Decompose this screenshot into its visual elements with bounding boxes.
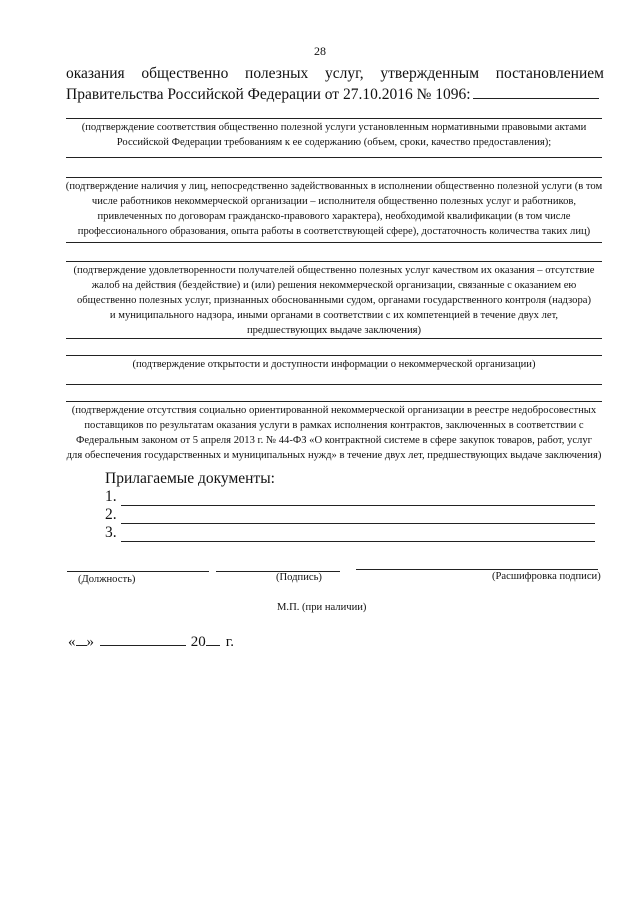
fill-line[interactable] xyxy=(66,261,602,262)
fill-line[interactable] xyxy=(66,338,602,339)
month-field[interactable] xyxy=(100,633,186,646)
signature-label: (Подпись) xyxy=(276,572,322,583)
year-prefix: 20 xyxy=(190,634,206,650)
caption-line: (подтверждение соответствия общественно полезной услуги установленным нормативными правовыми актами xyxy=(81,122,587,133)
intro-word: общественно xyxy=(141,65,229,82)
caption-line: для обеспечения государственных и муниципальных нужд» в течение двух лет, предшествующих выдаче заключения) xyxy=(66,450,602,461)
intro-line-2 xyxy=(66,84,599,104)
stamp-label: М.П. (при наличии) xyxy=(277,602,367,613)
date-field xyxy=(68,633,234,651)
intro-word: оказания xyxy=(66,65,125,82)
caption-information-openness xyxy=(62,357,606,372)
intro-word: утвержденным xyxy=(380,65,479,82)
intro-word: постановлением xyxy=(495,65,604,82)
attachment-number: 3. xyxy=(105,524,117,541)
fill-line[interactable] xyxy=(66,384,602,385)
decoding-label: (Расшифровка подписи) xyxy=(492,571,601,582)
intro-word: полезных xyxy=(245,65,309,82)
fill-line[interactable] xyxy=(66,177,602,178)
date-close-quote: » xyxy=(86,634,94,650)
caption-registry-absence xyxy=(62,403,606,463)
caption-line: (подтверждение наличия у лиц, непосредственно задействованных в исполнении общественно полезной услуги (в том xyxy=(65,181,603,192)
fill-line[interactable] xyxy=(66,355,602,356)
attachments-heading: Прилагаемые документы: xyxy=(105,470,275,487)
caption-line: поставщиков по результатам оказания услуги в рамках исполнения контрактов, заключенных в соответствии с xyxy=(84,420,584,431)
fill-line[interactable] xyxy=(66,157,602,158)
date-open-quote: « xyxy=(68,634,76,650)
intro-line-1 xyxy=(66,65,604,83)
attachment-field[interactable] xyxy=(121,510,595,524)
intro-word: услуг, xyxy=(325,65,364,82)
caption-line: (подтверждение открытости и доступности информации о некоммерческой организации) xyxy=(132,359,536,370)
fill-line[interactable] xyxy=(66,118,602,119)
attachment-field[interactable] xyxy=(121,492,595,506)
attachment-number: 2. xyxy=(105,506,117,523)
decoding-line[interactable] xyxy=(356,569,598,570)
fill-line[interactable] xyxy=(66,242,602,243)
caption-line: (подтверждение отсутствия социально ориентированной некоммерческой организации в реестре недобросовестных xyxy=(71,405,597,416)
caption-line: (подтверждение удовлетворенности получателей общественно полезных услуг качеством их оказания – отсутствие xyxy=(73,265,595,276)
caption-line: предшествующих выдаче заключения) xyxy=(246,325,422,336)
attachment-field[interactable] xyxy=(121,528,595,542)
year-field[interactable] xyxy=(206,633,220,646)
attachment-item xyxy=(105,506,595,524)
day-field[interactable] xyxy=(76,633,87,646)
caption-line: и муниципального надзора, иными органами в соответствии с их компетенцией в течение двух лет, xyxy=(109,310,559,321)
caption-line: жалоб на действия (бездействие) и (или) решения некоммерческой организации, связанные с оказанием ею xyxy=(91,280,577,291)
attachment-item xyxy=(105,524,595,542)
year-suffix: г. xyxy=(225,634,234,650)
caption-recipient-satisfaction xyxy=(62,263,606,338)
caption-line: профессионального образования, опыта работы в соответствующей сфере), достаточность количества таких лиц) xyxy=(77,226,591,237)
intro-line-2-text: Правительства Российской Федерации от 27.10.2016 № 1096: xyxy=(66,86,471,103)
caption-line: общественно полезных услуг, признанных обоснованными судом, органами государственного контроля (надзора) xyxy=(76,295,592,306)
caption-line: привлеченных по договорам гражданско-правового характера), необходимой квалификации (в том числе xyxy=(97,211,571,222)
caption-line: Российской Федерации требованиям к ее содержанию (объем, сроки, качество предоставления); xyxy=(116,137,552,148)
attachment-item xyxy=(105,488,595,506)
caption-content-compliance xyxy=(62,120,606,150)
position-label: (Должность) xyxy=(78,574,136,585)
page-number: 28 xyxy=(314,44,326,58)
fill-line[interactable] xyxy=(66,401,602,402)
caption-staff-qualification xyxy=(62,179,606,239)
intro-blank[interactable] xyxy=(473,84,599,99)
caption-line: числе работников некоммерческой организации – исполнителя общественно полезных услуг и работников, xyxy=(91,196,577,207)
caption-line: Федеральным законом от 5 апреля 2013 г. № 44-ФЗ «О контрактной системе в сфере закупок товаров, работ, услуг xyxy=(76,435,592,446)
attachment-number: 1. xyxy=(105,488,117,505)
position-line[interactable] xyxy=(67,571,209,572)
